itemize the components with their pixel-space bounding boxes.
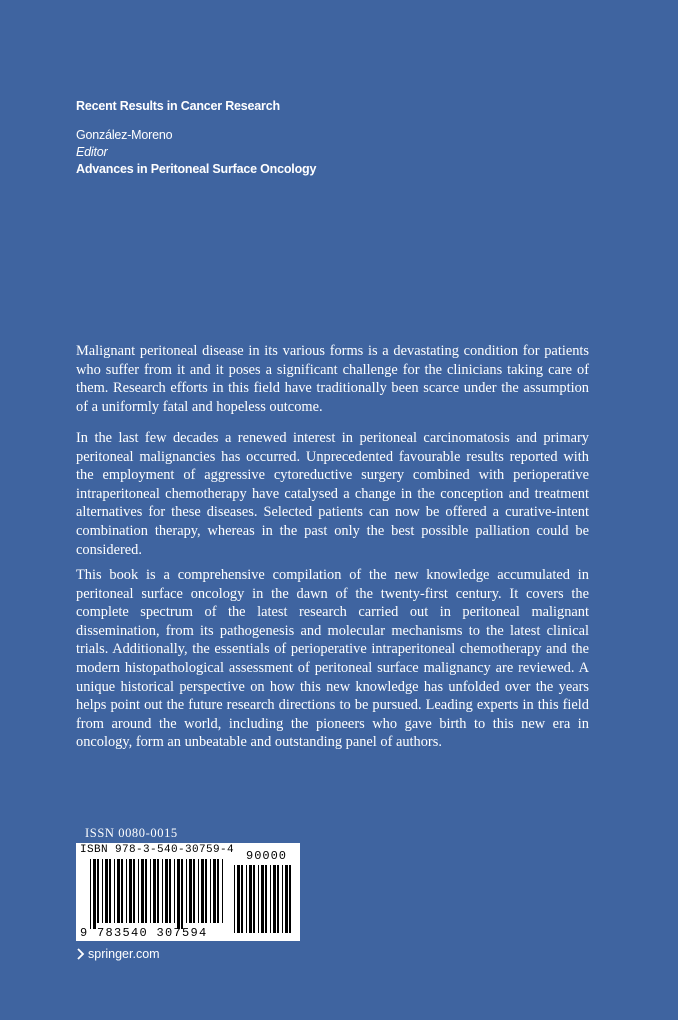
blurb-paragraph-3: This book is a comprehensive compilation of the new knowledge accumulated in peritoneal surface oncology in the dawn of the twenty-first century. It covers the complete spectrum of the latest research carried out in peritoneal malignant dissemination, from its pathogenesis and molecular mechanisms to the latest clinical trials. Additionally, the essentials of perioperative intraperitoneal chemotherapy and the modern histopathological assessment of peritoneal surface malignancy are reviewed. A unique historical perspective on how this new knowledge has unfolded over the years helps point out the future research directions to be pursued. Leading experts in this field from around the world, including the pioneers who gave birth to this new era in oncology, form an unbeatable and outstanding panel of authors.: [76, 567, 589, 751]
barcode-bar: [150, 859, 151, 923]
editor-name: González-Moreno: [76, 128, 173, 142]
barcode-bar: [93, 859, 96, 929]
barcode-bar: [282, 865, 283, 933]
barcode-bar: [126, 859, 127, 923]
publisher-link[interactable]: [76, 947, 160, 961]
chevron-right-icon: [76, 948, 86, 960]
editor-role: Editor: [76, 145, 108, 159]
publisher-url[interactable]: springer.com: [88, 947, 160, 961]
barcode-bar: [177, 859, 180, 929]
barcode-bar: [253, 865, 255, 933]
barcode-bar: [270, 865, 271, 933]
barcode-bar: [117, 859, 120, 923]
barcode-bar: [273, 865, 276, 933]
barcode-bar: [109, 859, 111, 923]
barcode-bar: [138, 859, 139, 923]
series-title: Recent Results in Cancer Research: [76, 99, 280, 113]
barcode-bar: [249, 865, 252, 933]
barcode-bar: [174, 859, 175, 923]
barcode-bar: [193, 859, 195, 923]
barcode-bar: [129, 859, 132, 923]
barcode-bar: [285, 865, 288, 933]
barcode-bar: [162, 859, 163, 923]
barcode-bar: [234, 865, 235, 933]
barcode-bar: [201, 859, 204, 923]
barcode-bar: [217, 859, 219, 923]
barcode-bar: [241, 865, 243, 933]
barcode-bar: [261, 865, 264, 933]
barcode-bar: [169, 859, 171, 923]
issn-label: ISSN 0080-0015: [85, 826, 178, 840]
barcode-bar: [157, 859, 159, 923]
barcode-bar: [97, 859, 99, 923]
barcode-bar: [222, 859, 223, 923]
addon-digits: 90000: [246, 849, 288, 863]
barcode-bar: [289, 865, 291, 933]
barcode-bar: [198, 859, 199, 923]
ean-digits: 9 783540 307594: [80, 926, 208, 940]
book-title: Advances in Peritoneal Surface Oncology: [76, 162, 317, 176]
barcode-bar: [141, 859, 144, 923]
barcode-bar: [165, 859, 168, 923]
barcode-bar: [133, 859, 135, 923]
barcode-bar: [246, 865, 247, 933]
barcode-bar: [153, 859, 156, 923]
barcode-bar: [213, 859, 216, 923]
barcode-bar: [205, 859, 207, 923]
barcode-bar: [181, 859, 183, 929]
barcode-bar: [102, 859, 103, 923]
barcode-bar: [145, 859, 147, 923]
barcode-bar: [265, 865, 267, 933]
barcode-bar: [258, 865, 259, 933]
barcode: [76, 843, 300, 941]
barcode-bar: [186, 859, 187, 923]
barcode-bar: [121, 859, 123, 923]
header: [76, 98, 316, 178]
barcode-bar: [237, 865, 240, 933]
isbn-text: ISBN 978-3-540-30759-4: [80, 844, 235, 856]
barcode-bar: [114, 859, 115, 923]
barcode-bar: [210, 859, 211, 923]
barcode-bar: [105, 859, 108, 923]
blurb-paragraph-1: Malignant peritoneal disease in its various forms is a devastating condition for patients who suffer from it and it poses a significant challenge for the clinicians taking care of them. Research efforts in this field have traditionally been scarce under the assumption of a uniformly fatal and hopeless outcome.: [76, 343, 589, 415]
barcode-bar: [277, 865, 279, 933]
blurb-paragraph-2: In the last few decades a renewed interest in peritoneal carcinomatosis and primary peritoneal malignancies has occurred. Unprecedented favourable results reported with the employment of aggressive cytoreductive surgery combined with perioperative intraperitoneal chemotherapy have catalysed a change in the conception and treatment alternatives for these diseases. Selected patients can now be offered a curative-intent combination therapy, whereas in the past only the best possible palliation could be considered.: [76, 430, 589, 558]
barcode-bar: [189, 859, 192, 923]
barcode-bar: [90, 859, 91, 929]
